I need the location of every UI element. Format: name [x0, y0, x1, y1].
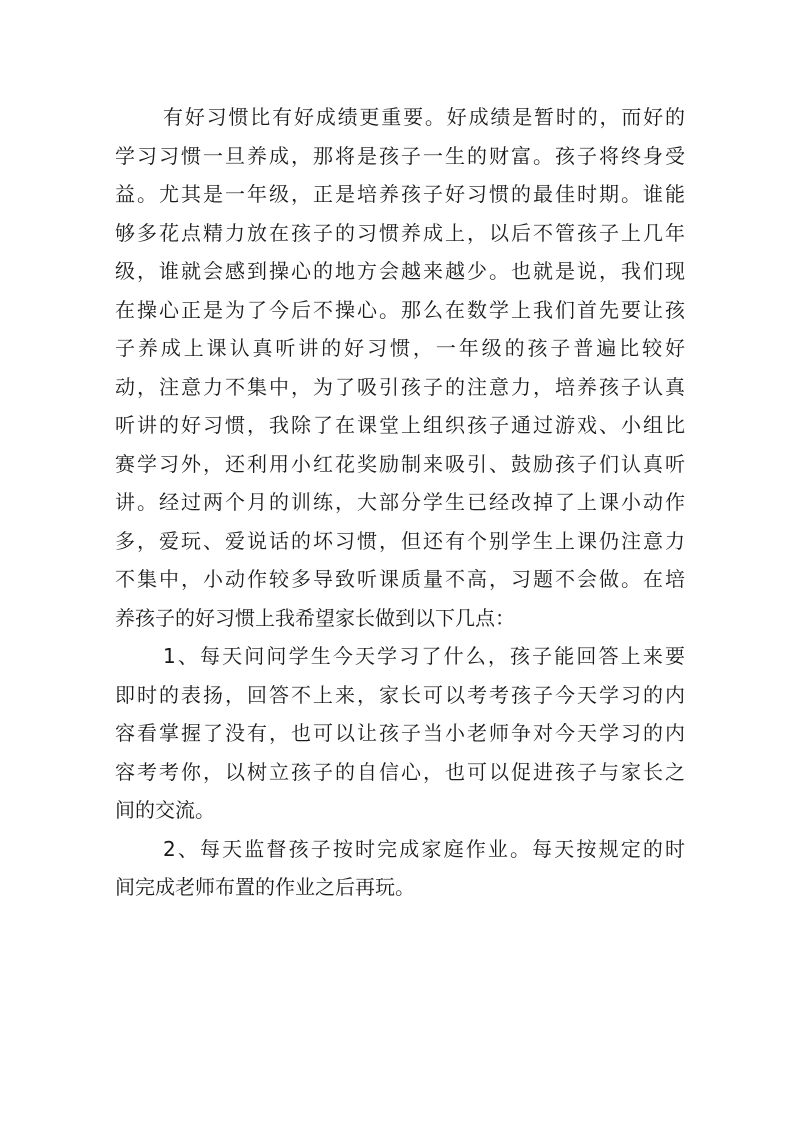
- document-body: [115, 98, 685, 907]
- paragraph-1-line-5: 级，谁就会感到操心的地方会越来越少。也就是说，我们现: [115, 259, 685, 283]
- paragraph-1-line-14: 养孩子的好习惯上我希望家长做到以下几点：: [115, 605, 515, 630]
- paragraph-3-line-1: 2、每天监督孩子按时完成家庭作业。每天按规定的时: [163, 836, 685, 861]
- paragraph-3-line-2: 间完成老师布置的作业之后再玩。: [115, 875, 415, 899]
- paragraph-2-line-3: 容看掌握了没有，也可以让孩子当小老师争对今天学习的内: [115, 721, 685, 745]
- paragraph-1-line-4: 够多花点精力放在孩子的习惯养成上，以后不管孩子上几年: [115, 220, 685, 245]
- paragraph-1-line-13: 不集中，小动作较多导致听课质量不高，习题不会做。在培: [115, 567, 685, 591]
- paragraph-2-line-2: 即时的表扬，回答不上来，家长可以考考孩子今天学习的内: [115, 682, 685, 707]
- paragraph-1-line-7: 子养成上课认真听讲的好习惯，一年级的孩子普遍比较好: [115, 336, 685, 360]
- paragraph-1-line-2: 学习习惯一旦养成，那将是孩子一生的财富。孩子将终身受: [115, 143, 685, 168]
- paragraph-1-line-1: 有好习惯比有好成绩更重要。好成绩是暂时的，而好的: [163, 105, 685, 129]
- paragraph-1-line-9: 听讲的好习惯，我除了在课堂上组织孩子通过游戏、小组比: [115, 413, 685, 437]
- paragraph-1-line-10: 赛学习外，还利用小红花奖励制来吸引、鼓励孩子们认真听: [115, 451, 685, 476]
- paragraph-2-line-4: 容考考你，以树立孩子的自信心，也可以促进孩子与家长之: [115, 759, 685, 784]
- paragraph-1-line-12: 多，爱玩、爱说话的坏习惯，但还有个别学生上课仍注意力: [115, 528, 685, 553]
- paragraph-1-line-11: 讲。经过两个月的训练，大部分学生已经改掉了上课小动作: [115, 490, 685, 514]
- paragraph-1-line-8: 动，注意力不集中，为了吸引孩子的注意力，培养孩子认真: [115, 374, 685, 399]
- paragraph-2-line-1: 1、每天问问学生今天学习了什么，孩子能回答上来要: [163, 644, 685, 668]
- paragraph-1-line-3: 益。尤其是一年级，正是培养孩子好习惯的最佳时期。谁能: [115, 182, 685, 206]
- paragraph-1-line-6: 在操心正是为了今后不操心。那么在数学上我们首先要让孩: [115, 297, 685, 322]
- paragraph-2-line-5: 间的交流。: [115, 798, 215, 822]
